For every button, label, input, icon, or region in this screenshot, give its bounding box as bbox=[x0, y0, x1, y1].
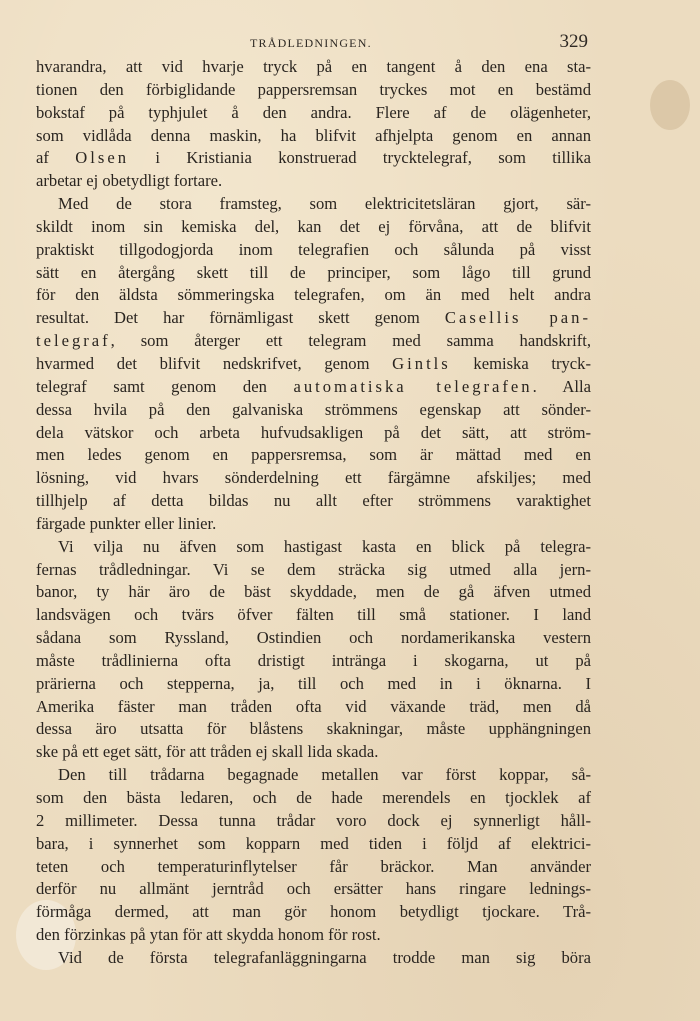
text-line: 2 millimeter. Dessa tunna trådar voro dock ej synnerligt håll- bbox=[36, 810, 591, 830]
text-line: bara, i synnerhet som kopparn med tiden i följd af elektrici- bbox=[36, 833, 591, 853]
text-line: bokstaf på typhjulet å den andra. Flere af de olägenheter, bbox=[36, 102, 591, 122]
text-line: måste trådlinierna ofta dristigt intränga i skogarna, ut på bbox=[36, 650, 591, 670]
text-line: landsvägen och tvärs öfver fälten till små stationer. I land bbox=[36, 605, 591, 625]
text-line: af Olsen i Kristiania konstruerad trycktelegraf, som tillika bbox=[36, 148, 591, 168]
text-line: tionen den förbiglidande pappersremsan tryckes mot en bestämd bbox=[36, 79, 591, 99]
emphasized-name: Gintls bbox=[392, 353, 451, 373]
text-line: banor, ty här äro de bäst skyddade, men de gå äfven utmed bbox=[36, 582, 591, 602]
text-line: dessa äro utsatta för blåstens skakningar, måste upphängningen bbox=[36, 719, 591, 739]
text-line: Vi vilja nu äfven som hastigast kasta en blick på telegra- bbox=[58, 536, 591, 556]
text-line: Den till trådarna begagnade metallen var först koppar, så- bbox=[58, 765, 591, 785]
text-line: dela vätskor och arbeta hufvudsakligen på det sätt, att ström- bbox=[36, 422, 591, 442]
text-line: arbetar ej obetydligt fortare. bbox=[36, 171, 223, 191]
emphasized-name: telegraf bbox=[36, 331, 111, 351]
body-text bbox=[36, 56, 591, 970]
text-line: ske på ett eget sätt, för att tråden ej skall lida skada. bbox=[36, 742, 379, 762]
paper-stain bbox=[650, 80, 690, 130]
text-line: Amerika fäster man tråden ofta vid växande träd, men då bbox=[36, 696, 591, 716]
text-line: telegraf samt genom den automatiska telegrafen. Alla bbox=[36, 376, 591, 396]
text-line: som den bästa ledaren, och de hade merendels en tjocklek af bbox=[36, 788, 591, 807]
text-line: förmåga dermed, att man gör honom betydligt tjockare. Trå- bbox=[36, 902, 591, 922]
text-line: hvarmed det blifvit nedskrifvet, genom Gintls kemiska tryck- bbox=[36, 353, 591, 373]
text-line: för den äldsta sömmeringska telegrafen, om än med helt andra bbox=[36, 285, 591, 305]
text-line: sätt en återgång skett till de principer, som lågo till grund bbox=[36, 262, 591, 282]
text-line: Med de stora framsteg, som elektricitetsläran gjort, sär- bbox=[58, 194, 591, 214]
text-line: Vid de första telegrafanläggningarna trodde man sig böra bbox=[58, 947, 591, 967]
text-line: dessa hvila på den galvaniska strömmens egenskap att sönder- bbox=[36, 399, 591, 419]
text-line: resultat. Det har förnämligast skett genom Casellis pan- bbox=[36, 308, 591, 328]
text-line: den förzinkas på ytan för att skydda honom för rost. bbox=[36, 925, 381, 945]
text-line: hvarandra, att vid hvarje tryck på en tangent å den ena sta- bbox=[36, 57, 591, 76]
text-line: prärierna och stepperna, ja, till och med in i öknarna. I bbox=[36, 673, 591, 693]
text-line: telegraf, som återger ett telegram med samma handskrift, bbox=[36, 331, 591, 351]
text-line: men ledes genom en pappersremsa, som är mättad med en bbox=[36, 445, 591, 465]
text-line: färgade punkter eller linier. bbox=[36, 513, 217, 533]
text-line: fernas trådledningar. Vi se dem sträcka sig utmed alla jern- bbox=[36, 559, 591, 579]
text-line: praktiskt tillgodogjorda inom telegrafien och sålunda på visst bbox=[36, 239, 591, 259]
emphasized-name: automatiska telegrafen bbox=[293, 376, 533, 396]
text-line: tillhjelp af detta bildas nu allt efter strömmens varaktighet bbox=[36, 491, 591, 511]
text-line: derför nu allmänt jerntråd och ersätter hans ringare lednings- bbox=[36, 879, 591, 899]
page-number: 329 bbox=[559, 31, 588, 52]
text-line: sådana som Ryssland, Ostindien och nordamerikanska vestern bbox=[36, 628, 591, 648]
text-line: teten och temperaturinflytelser får bräckor. Man använder bbox=[36, 856, 591, 876]
text-line: som vidlåda denna maskin, ha blifvit afhjelpta genom en annan bbox=[36, 125, 591, 145]
text-line: skildt inom sin kemiska del, kan det ej förvåna, att de blifvit bbox=[36, 216, 591, 236]
emphasized-name: Olsen bbox=[75, 148, 129, 168]
text-line: lösning, vid hvars sönderdelning ett färgämne afskiljes; med bbox=[36, 468, 591, 488]
running-header bbox=[0, 33, 700, 55]
emphasized-name: Casellis pan- bbox=[444, 308, 591, 328]
running-title: TRÅDLEDNINGEN. bbox=[250, 36, 372, 50]
